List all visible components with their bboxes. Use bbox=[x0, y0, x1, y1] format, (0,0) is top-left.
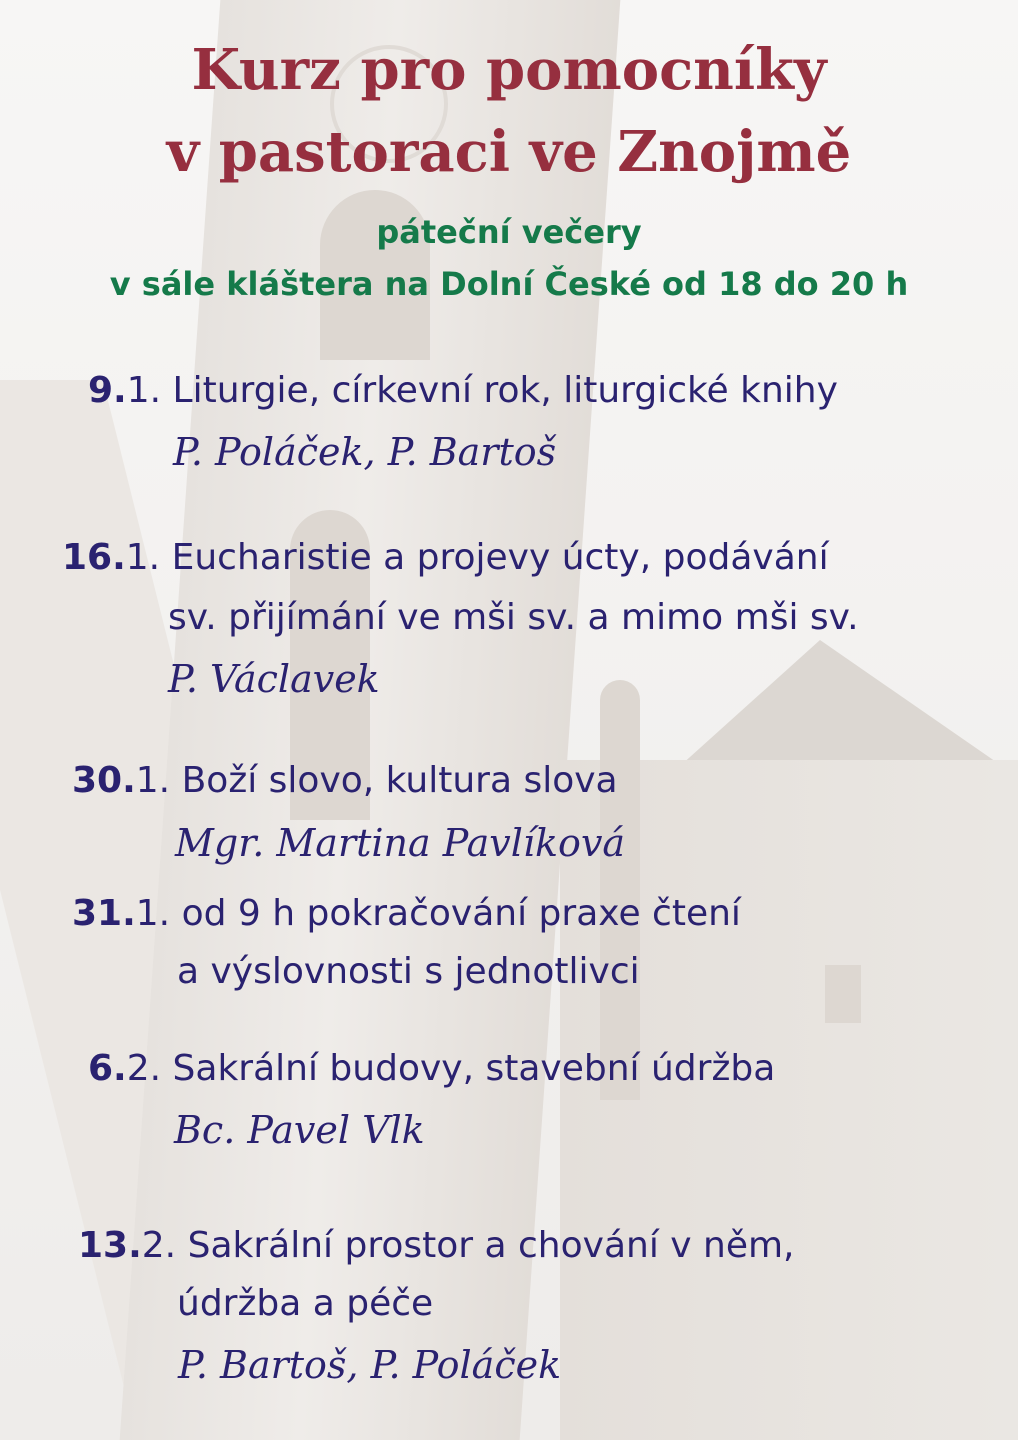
lecturer: Mgr. Martina Pavlíková bbox=[175, 821, 626, 865]
date-month: 1. bbox=[135, 760, 171, 801]
subtitle-line1: páteční večery bbox=[376, 213, 642, 251]
poster-title-line2: v pastoraci ve Znojmě bbox=[166, 119, 852, 185]
topic-line: od 9 h pokračování praxe čtení bbox=[181, 893, 741, 934]
topic-line: Liturgie, církevní rok, liturgické knihy bbox=[172, 370, 838, 411]
lecturer: P. Václavek bbox=[168, 657, 380, 701]
lecturer: P. Bartoš, P. Poláček bbox=[178, 1343, 562, 1387]
date-month: 2. bbox=[126, 1048, 162, 1089]
poster-title-line1: Kurz pro pomocníky bbox=[191, 37, 827, 103]
topic-line: a výslovnosti s jednotlivci bbox=[177, 951, 640, 992]
subtitle-line2: v sále kláštera na Dolní České od 18 do 20 h bbox=[109, 265, 909, 303]
date-day: 31. bbox=[72, 893, 136, 934]
date-day: 30. bbox=[72, 760, 136, 801]
topic-line: Sakrální prostor a chování v něm, bbox=[187, 1225, 795, 1266]
date-month: 2. bbox=[141, 1225, 177, 1266]
date-day: 16. bbox=[62, 537, 126, 578]
date-day: 9. bbox=[88, 370, 127, 411]
topic-line: Eucharistie a projevy úcty, podávání bbox=[171, 537, 829, 578]
date-month: 1. bbox=[125, 537, 161, 578]
lecturer: Bc. Pavel Vlk bbox=[174, 1108, 425, 1152]
topic-line: Boží slovo, kultura slova bbox=[181, 760, 618, 801]
topic-line: údržba a péče bbox=[177, 1283, 434, 1324]
date-month: 1. bbox=[126, 370, 162, 411]
topic-line: sv. přijímání ve mši sv. a mimo mši sv. bbox=[168, 597, 859, 638]
topic-line: Sakrální budovy, stavební údržba bbox=[172, 1048, 776, 1089]
date-month: 1. bbox=[135, 893, 171, 934]
date-day: 6. bbox=[88, 1048, 127, 1089]
date-day: 13. bbox=[78, 1225, 142, 1266]
lecturer: P. Poláček, P. Bartoš bbox=[173, 430, 557, 474]
